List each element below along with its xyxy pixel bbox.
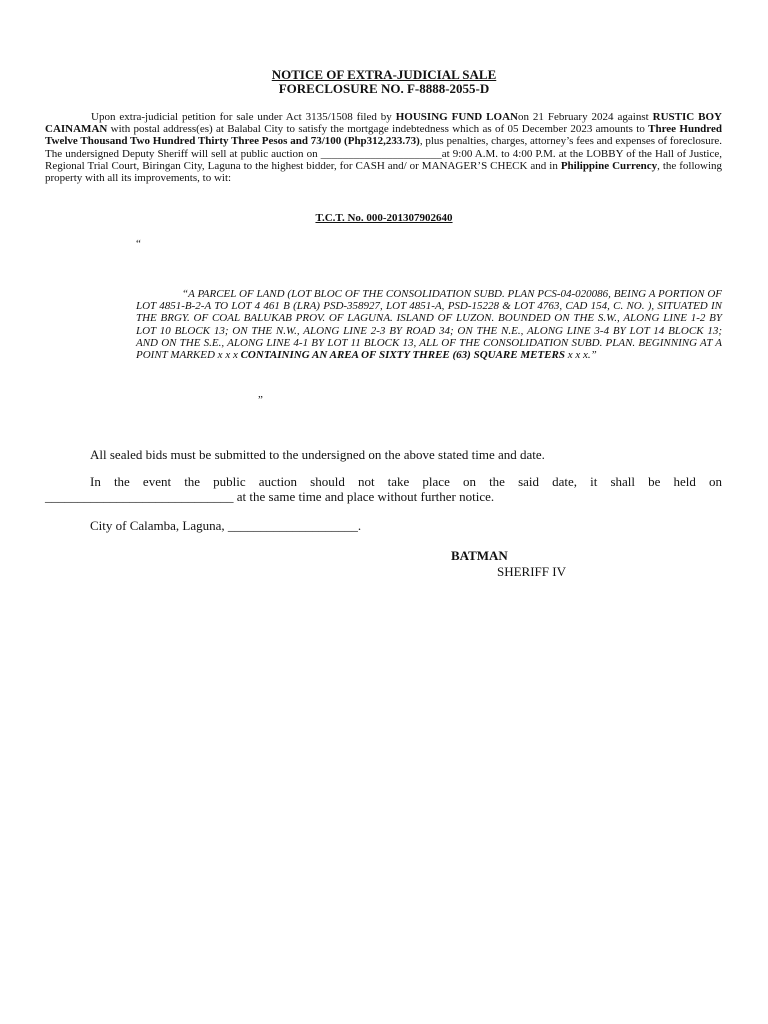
signatory-name: BATMAN xyxy=(451,548,508,563)
city-line xyxy=(45,518,722,533)
property-end: x x x.” xyxy=(564,349,597,362)
foreclosure-number: FORECLOSURE NO. F-8888-2055-D xyxy=(278,81,490,96)
intro-text-4: , plus penalties, charges, attorney’s fees and expenses of foreclosure. The undersigned Deputy Sheriff will sell at public auction on xyxy=(45,135,722,160)
event-paragraph xyxy=(45,474,722,504)
event-date-blank: _____________________________ xyxy=(45,489,234,504)
signatory-title: SHERIFF IV xyxy=(497,564,566,579)
auction-date-blank: ______________________ xyxy=(320,147,442,160)
property-description xyxy=(136,288,722,361)
city-text: City of Calamba, Laguna, xyxy=(90,518,228,533)
event-text: In the event the public auction should not take place on the said date, it shall be held on xyxy=(90,474,722,489)
city-end: . xyxy=(357,518,362,533)
property-area: CONTAINING AN AREA OF SIXTY THREE (63) SQUARE METERS xyxy=(240,349,565,362)
tct-number: T.C.T. No. 000-201307902640 xyxy=(315,212,453,224)
currency-text: Philippine Currency xyxy=(560,159,658,172)
property-text: “A PARCEL OF LAND (LOT BLOC OF THE CONSOLIDATION SUBD. PLAN PCS-04-020086, BEING A PORTION OF LOT 4851-B-2-A TO LOT 4 461 B (LRA) PSD-358927, LOT 4851-A, PSD-15228 & LOT 4763, CAD 154, C. NO. ), SITUATED IN THE BRGY. OF COAL BALUKAB PROV. OF LAGUNA. ISLAND OF LUZON. BOUNDED ON THE S.W., ALONG LINE 1-2 BY LOT 10 BLOCK 13; ON THE N.W., ALONG LINE 2-3 BY ROAD 34; ON THE N.E., ALONG LINE 3-4 BY LOT 14 BLOCK 13; AND ON THE S.E., ALONG LINE 4-1 BY LOT 11 BLOCK 13, ALL OF THE CONSOLIDATION SUBD. PLAN. BEGINNING AT A POINT MARKED x x x xyxy=(136,288,722,362)
intro-paragraph xyxy=(45,111,722,184)
intro-text-2: on 21 February 2024 against xyxy=(517,111,653,123)
intro-text-6: , the following property with all its improvements, to wit: xyxy=(45,159,722,185)
event-end: at the same time and place without further notice. xyxy=(233,489,495,504)
bids-paragraph xyxy=(45,447,722,462)
open-quote-mark: “ xyxy=(136,238,141,250)
city-date-blank: ____________________ xyxy=(227,518,358,533)
intro-text-1: Upon extra-judicial petition for sale under Act 3135/1508 filed by xyxy=(91,111,396,123)
close-quote-mark: „ xyxy=(258,388,263,400)
debt-amount: Three Hundred Twelve Thousand Two Hundred Thirty Three Pesos and 73/100 (Php312,233.73) xyxy=(45,123,722,148)
intro-text-5: at 9:00 A.M. to 4:00 P.M. at the LOBBY of the Hall of Justice, Regional Trial Court, Biringan City, Laguna to the highest bidder, for CASH and/ or MANAGER’S CHECK and in xyxy=(45,147,722,172)
intro-text-3: with postal address(es) at Balabal City to satisfy the mortgage indebtedness which as of 05 December 2023 amounts to xyxy=(107,123,649,136)
notice-title: NOTICE OF EXTRA-JUDICIAL SALE xyxy=(271,67,497,82)
petitioner-name: HOUSING FUND LOAN xyxy=(395,111,518,123)
bids-text: All sealed bids must be submitted to the undersigned on the above stated time and date. xyxy=(90,447,545,462)
debtor-name: RUSTIC BOY CAINAMAN xyxy=(45,111,723,136)
